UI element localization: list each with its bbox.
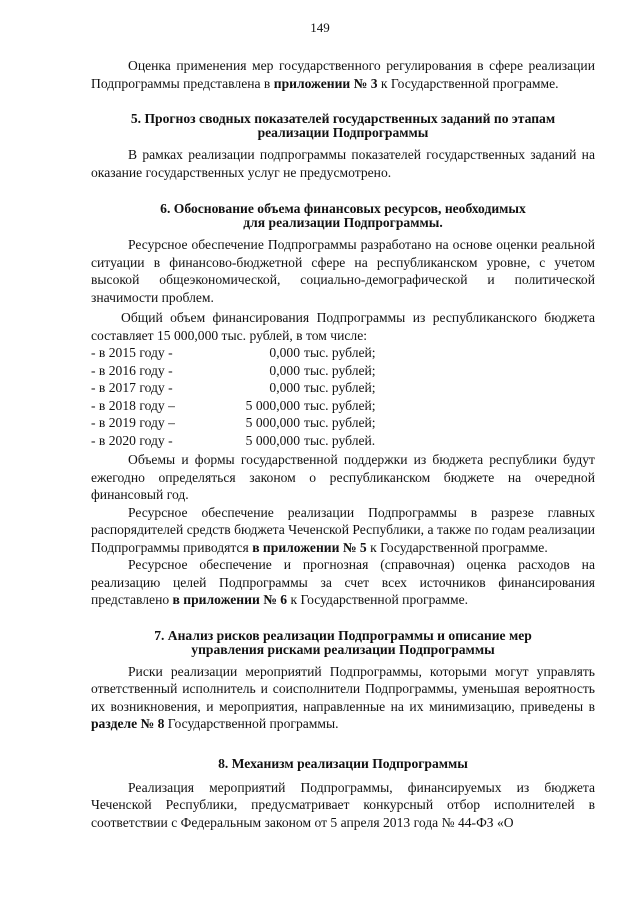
funding-unit: тыс. рублей;	[304, 397, 376, 413]
heading-line: 7. Анализ рисков реализации Подпрограммы и описание мер	[154, 627, 532, 643]
funding-unit: тыс. рублей;	[304, 380, 376, 395]
paragraph-6-5	[91, 556, 595, 609]
funding-unit: тыс. рублей;	[304, 362, 376, 378]
paragraph-6-2: Общий объем финансирования Подпрограммы из республиканского бюджета составляет 15 000,000 тыс. рублей, в том числе:	[91, 310, 595, 343]
funding-item	[91, 362, 595, 380]
document-body	[91, 57, 595, 831]
paragraph-section-5: В рамках реализации подпрограммы показателей государственных заданий на оказание государственных услуг не предусмотрено.	[91, 147, 595, 180]
bold-span: разделе № 8	[91, 716, 165, 731]
funding-item	[91, 379, 595, 397]
funding-amount: 5 000,000	[245, 415, 300, 430]
text-span: Государственной программы.	[164, 716, 339, 731]
text-span: к Государственной программе.	[377, 75, 559, 91]
text-span: Риски реализации мероприятий Подпрограммы, которыми могут управлять ответственный исполнитель и соисполнители Подпрограммы, уменьшая вероятность их возникновения, и мероприятия, направленные на их минимизацию, приведены в	[91, 663, 595, 714]
funding-year: - в 2019 году –	[91, 415, 175, 430]
paragraph-intro	[91, 57, 595, 92]
funding-item	[91, 414, 595, 432]
funding-amount: 5 000,000	[245, 397, 300, 413]
text-span: Ресурсное обеспечение реализации Подпрограммы в разрезе главных распорядителей средств бюджета Чеченской Республики, а также по годам реализации Подпрограммы приводятся	[91, 504, 595, 555]
text-span: к Государственной программе.	[366, 539, 548, 555]
section-7-heading	[91, 629, 595, 657]
paragraph-6-3: Объемы и формы государственной поддержки из бюджета республики будут ежегодно определяться законом о республиканском бюджете на очередной финансовый год.	[91, 452, 595, 502]
heading-line: для реализации Подпрограммы.	[243, 215, 443, 230]
funding-amount: 0,000	[269, 345, 300, 360]
section-6-heading	[91, 202, 595, 230]
heading-line: реализации Подпрограммы	[257, 125, 429, 140]
heading-line: 6. Обоснование объема финансовых ресурсов, необходимых	[160, 201, 526, 216]
funding-amount: 0,000	[269, 380, 300, 395]
section-8-heading: 8. Механизм реализации Подпрограммы	[218, 755, 468, 771]
funding-unit: тыс. рублей.	[304, 432, 376, 448]
funding-amount: 5 000,000	[245, 432, 300, 448]
text-span: Ресурсное обеспечение и прогнозная (справочная) оценка расходов на реализацию целей Подпрограммы за счет всех источников финансирования представлено	[91, 557, 595, 607]
bold-span: в приложении № 6	[172, 592, 288, 607]
bold-span: приложении № 3	[273, 75, 378, 91]
text-span: к Государственной программе.	[287, 592, 469, 607]
bold-span: в приложении № 5	[252, 539, 367, 555]
section-5-heading	[91, 112, 595, 140]
funding-item	[91, 344, 595, 362]
paragraph-section-8: Реализация мероприятий Подпрограммы, финансируемых из бюджета Чеченской Республики, предусматривает конкурсный отбор исполнителей в соответствии с Федеральным законом от 5 апреля 2013 года № 44-ФЗ «О	[91, 779, 595, 830]
funding-year: - в 2015 году -	[91, 345, 173, 360]
funding-unit: тыс. рублей;	[304, 415, 376, 430]
funding-list	[91, 344, 595, 449]
paragraph-6-1: Ресурсное обеспечение Подпрограммы разработано на основе оценки реальной ситуации в финансово-бюджетной сфере на республиканском уровне, с учетом высокой общеэкономической, социально-демографической и политической значимости проблем.	[91, 237, 595, 305]
page-number: 149	[310, 20, 330, 35]
funding-year: - в 2017 году -	[91, 380, 173, 395]
heading-line: 5. Прогноз сводных показателей государственных заданий по этапам	[130, 111, 556, 126]
paragraph-6-4	[91, 504, 595, 557]
funding-year: - в 2020 году -	[91, 432, 173, 448]
funding-year: - в 2018 году –	[91, 397, 175, 413]
funding-amount: 0,000	[269, 362, 300, 378]
text-span: Оценка применения мер государственного регулирования в сфере реализации Подпрограммы представлена в	[91, 58, 595, 91]
paragraph-section-7	[91, 663, 595, 733]
heading-line: управления рисками реализации Подпрограммы	[191, 641, 495, 657]
funding-item	[91, 432, 595, 450]
funding-item	[91, 397, 595, 415]
funding-unit: тыс. рублей;	[304, 345, 376, 360]
funding-year: - в 2016 году -	[91, 362, 173, 378]
